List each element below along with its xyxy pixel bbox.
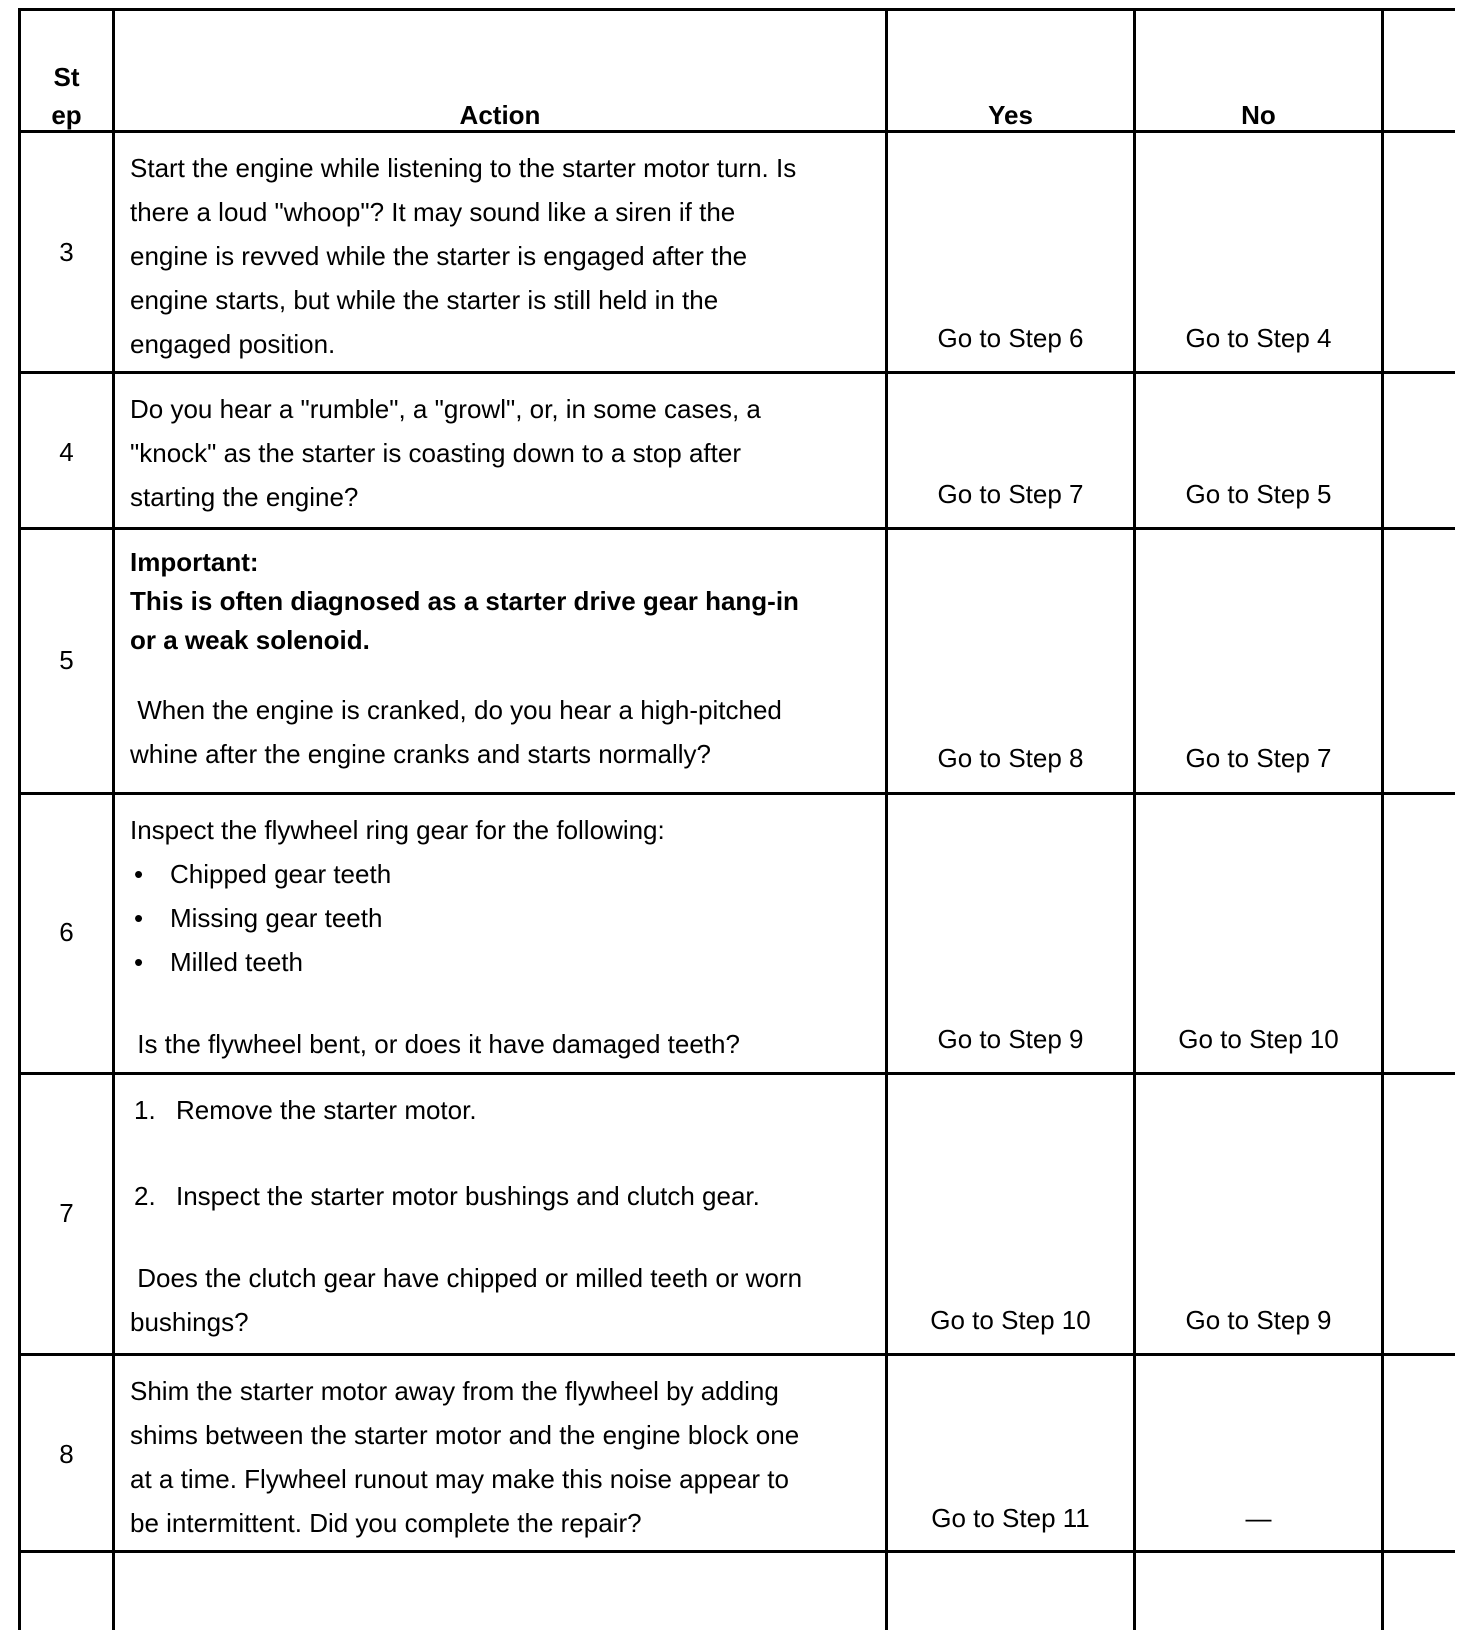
list-item bbox=[130, 940, 740, 984]
no-step-5: Go to Step 7 bbox=[1185, 743, 1332, 773]
row-divider-7 bbox=[18, 1353, 1455, 1356]
list-item bbox=[130, 896, 740, 940]
header-action: Action bbox=[459, 100, 541, 130]
column-divider-step bbox=[112, 8, 115, 1630]
step-number-4: 4 bbox=[59, 437, 74, 467]
step-index: 1. bbox=[134, 1095, 156, 1125]
no-step-8: — bbox=[1245, 1503, 1272, 1533]
yes-step-4: Go to Step 7 bbox=[937, 479, 1084, 509]
action-line: at a time. Flywheel runout may make this noise appear to bbox=[130, 1464, 789, 1494]
diagnostic-table bbox=[18, 8, 1455, 1630]
header-step bbox=[21, 58, 112, 134]
step-number-7: 7 bbox=[59, 1198, 74, 1228]
action-line: starting the engine? bbox=[130, 482, 359, 512]
action-line: When the engine is cranked, do you hear a high-pitched bbox=[130, 695, 782, 725]
row-divider-6 bbox=[18, 1072, 1455, 1075]
action-line: Start the engine while listening to the starter motor turn. Is bbox=[130, 153, 797, 183]
action-step-3 bbox=[130, 146, 796, 366]
header-step-line-1: St bbox=[53, 62, 80, 92]
no-step-3: Go to Step 4 bbox=[1185, 323, 1332, 353]
table-border-top bbox=[18, 8, 1455, 11]
no-step-4: Go to Step 5 bbox=[1185, 479, 1332, 509]
yes-step-7: Go to Step 10 bbox=[930, 1305, 1091, 1335]
spacer bbox=[130, 1218, 802, 1256]
bullet-icon: • bbox=[134, 947, 144, 977]
row-divider-3 bbox=[18, 371, 1455, 374]
action-line: Shim the starter motor away from the flywheel by adding bbox=[130, 1376, 779, 1406]
list-item bbox=[130, 852, 740, 896]
action-line: engine is revved while the starter is engaged after the bbox=[130, 241, 748, 271]
no-step-7: Go to Step 9 bbox=[1185, 1305, 1332, 1335]
action-question: Does the clutch gear have chipped or milled teeth or worn bbox=[130, 1263, 803, 1293]
action-line: shims between the starter motor and the engine block one bbox=[130, 1420, 800, 1450]
header-yes: Yes bbox=[988, 100, 1033, 130]
action-step-8 bbox=[130, 1369, 799, 1545]
column-divider-action bbox=[885, 8, 888, 1630]
step-number-3: 3 bbox=[59, 237, 74, 267]
column-divider-yes bbox=[1133, 8, 1136, 1630]
action-line: be intermittent. Did you complete the repair? bbox=[130, 1508, 642, 1538]
spacer bbox=[130, 984, 740, 1022]
numbered-step bbox=[130, 1174, 802, 1218]
numbered-step-text: Remove the starter motor. bbox=[176, 1095, 477, 1125]
step-number-5: 5 bbox=[59, 645, 74, 675]
row-divider-4 bbox=[18, 527, 1455, 530]
list-item-text: Missing gear teeth bbox=[170, 903, 383, 933]
header-no: No bbox=[1241, 100, 1276, 130]
action-question: Is the flywheel bent, or does it have damaged teeth? bbox=[130, 1029, 740, 1059]
yes-step-6: Go to Step 9 bbox=[937, 1024, 1084, 1054]
numbered-step-text: Inspect the starter motor bushings and clutch gear. bbox=[176, 1181, 760, 1211]
action-question: bushings? bbox=[130, 1307, 249, 1337]
action-line: engine starts, but while the starter is still held in the bbox=[130, 285, 719, 315]
action-intro: Inspect the flywheel ring gear for the following: bbox=[130, 815, 665, 845]
action-step-7 bbox=[130, 1088, 802, 1344]
numbered-step bbox=[130, 1088, 802, 1132]
step-number-8: 8 bbox=[59, 1439, 74, 1469]
list-item-text: Milled teeth bbox=[170, 947, 303, 977]
action-line: whine after the engine cranks and starts normally? bbox=[130, 739, 711, 769]
action-step-5 bbox=[130, 543, 799, 776]
important-line: or a weak solenoid. bbox=[130, 625, 370, 655]
spacer bbox=[130, 1132, 802, 1174]
bullet-icon: • bbox=[134, 859, 144, 889]
action-line: Do you hear a "rumble", a "growl", or, in some cases, a bbox=[130, 394, 761, 424]
action-step-4 bbox=[130, 387, 761, 519]
step-number-6: 6 bbox=[59, 917, 74, 947]
important-label: Important: bbox=[130, 547, 259, 577]
row-divider-5 bbox=[18, 792, 1455, 795]
important-line: This is often diagnosed as a starter drive gear hang-in bbox=[130, 586, 799, 616]
yes-step-8: Go to Step 11 bbox=[931, 1503, 1090, 1533]
list-item-text: Chipped gear teeth bbox=[170, 859, 392, 889]
spacer bbox=[130, 660, 799, 688]
action-line: "knock" as the starter is coasting down to a stop after bbox=[130, 438, 741, 468]
action-line: engaged position. bbox=[130, 329, 336, 359]
yes-step-5: Go to Step 8 bbox=[937, 743, 1084, 773]
table-border-bottom bbox=[18, 1550, 1455, 1553]
yes-step-3: Go to Step 6 bbox=[937, 323, 1084, 353]
action-line: there a loud "whoop"? It may sound like a siren if the bbox=[130, 197, 736, 227]
table-border-right bbox=[1381, 8, 1384, 1630]
header-step-line-2: ep bbox=[51, 100, 82, 130]
action-step-6 bbox=[130, 808, 740, 1066]
step-index: 2. bbox=[134, 1181, 156, 1211]
bullet-icon: • bbox=[134, 903, 144, 933]
no-step-6: Go to Step 10 bbox=[1178, 1024, 1339, 1054]
